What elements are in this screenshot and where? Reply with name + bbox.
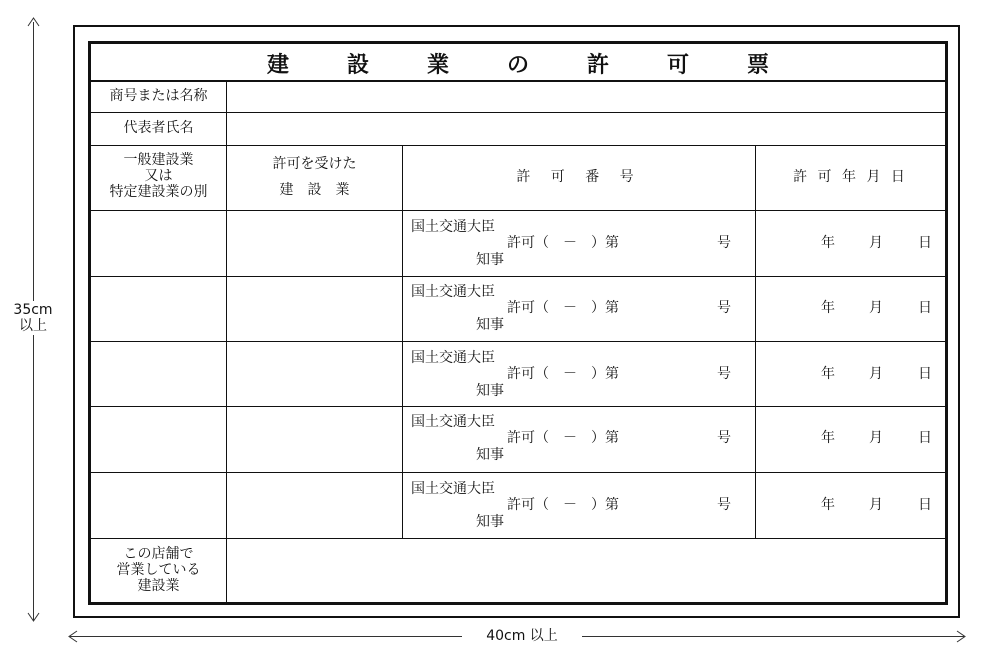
permit-number-header: 許 可 番 号 (516, 169, 642, 185)
number-suffix: 号 (717, 430, 731, 446)
width-arrow-left-icon (68, 630, 78, 643)
category-header: 一般建設業 又は 特定建設業の別 (109, 152, 208, 200)
authority-governor: 知事 (476, 383, 504, 399)
permit-row (91, 407, 945, 472)
permit-row (91, 342, 945, 406)
height-label: 35cm 以上 (10, 301, 56, 335)
number-suffix: 号 (717, 366, 731, 382)
authority-governor: 知事 (476, 447, 504, 463)
authority-minister: 国土交通大臣 (411, 414, 495, 430)
permit-sign-table (88, 41, 948, 605)
title-char: 許 (587, 52, 610, 78)
date-year: 年 (821, 430, 835, 446)
authority-governor: 知事 (476, 317, 504, 333)
permit-row (91, 277, 945, 341)
date-month: 月 (869, 300, 883, 316)
divider (91, 112, 945, 113)
width-label: 40cm 以上 (462, 628, 582, 644)
date-month: 月 (869, 235, 883, 251)
date-year: 年 (821, 497, 835, 513)
permit-row (91, 211, 945, 276)
title-char: の (506, 52, 529, 78)
date-day: 日 (918, 430, 932, 446)
date-year: 年 (821, 235, 835, 251)
authority-minister: 国土交通大臣 (411, 481, 495, 497)
divider (91, 145, 945, 146)
shop-business-label: この店舗で 営業している 建設業 (116, 546, 201, 594)
authority-minister: 国土交通大臣 (411, 219, 495, 235)
date-month: 月 (869, 430, 883, 446)
permit-text: 許可（ － ）第 (507, 235, 619, 251)
authority-minister: 国土交通大臣 (411, 284, 495, 300)
date-day: 日 (918, 497, 932, 513)
height-arrow-top-icon (27, 17, 40, 27)
date-day: 日 (918, 366, 932, 382)
number-suffix: 号 (717, 300, 731, 316)
permit-date-header: 許 可 年 月 日 (793, 169, 908, 185)
representative-label: 代表者氏名 (123, 120, 194, 136)
date-month: 月 (869, 497, 883, 513)
title-char: 票 (747, 52, 770, 78)
title-char: 設 (346, 52, 369, 78)
authority-governor: 知事 (476, 514, 504, 530)
permit-row (91, 473, 945, 538)
title-char: 可 (667, 52, 690, 78)
permit-text: 許可（ － ）第 (507, 300, 619, 316)
authority-minister: 国土交通大臣 (411, 350, 495, 366)
licensed-business-header: 許可を受けた 建 設 業 (272, 156, 357, 198)
date-day: 日 (918, 300, 932, 316)
permit-text: 許可（ － ）第 (507, 430, 619, 446)
date-day: 日 (918, 235, 932, 251)
authority-governor: 知事 (476, 252, 504, 268)
permit-text: 許可（ － ）第 (507, 366, 619, 382)
date-month: 月 (869, 366, 883, 382)
page-title (91, 44, 945, 82)
divider (91, 80, 945, 82)
title-char: 建 (266, 52, 289, 78)
date-year: 年 (821, 366, 835, 382)
number-suffix: 号 (717, 497, 731, 513)
number-suffix: 号 (717, 235, 731, 251)
trade-name-label: 商号または名称 (109, 88, 208, 104)
title-char: 業 (426, 52, 449, 78)
divider (91, 538, 945, 539)
height-arrow-bottom-icon (27, 612, 40, 622)
permit-text: 許可（ － ）第 (507, 497, 619, 513)
date-year: 年 (821, 300, 835, 316)
width-arrow-right-icon (956, 630, 966, 643)
